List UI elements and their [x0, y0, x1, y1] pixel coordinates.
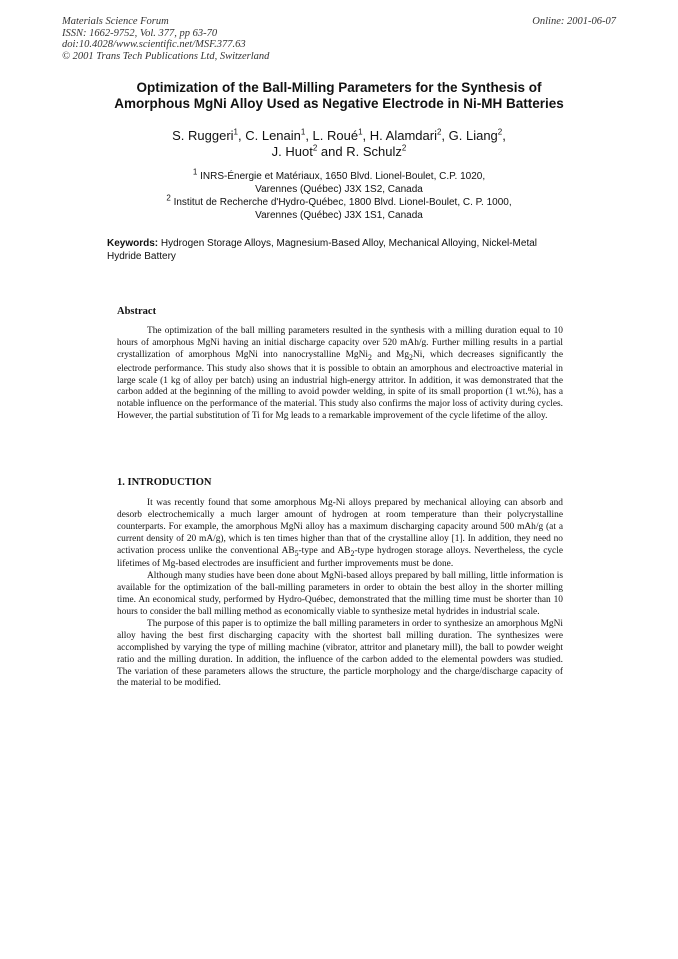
- affil-city: Varennes (Québec) J3X 1S2, Canada: [255, 184, 423, 195]
- author-name: , C. Lenain: [238, 128, 301, 143]
- introduction-heading: 1. INTRODUCTION: [117, 477, 212, 488]
- online-date: Online: 2001-06-07: [532, 16, 616, 27]
- affil-marker: 1: [233, 127, 238, 137]
- author-name: , G. Liang: [441, 128, 498, 143]
- intro-paragraph-2: Although many studies have been done about MgNi-based alloys prepared by ball milling, little information is available for the optimization of the ball-milling parameters in order to obtain the best alloy in the shorter milling time. An economical study, performed by Hydro-Québec, demonstrated that the milling time must be shorter than 10 hours to consider the ball milling method as economically viable to synthesize metal hydrides in industrial scale.: [117, 571, 563, 618]
- keywords: [107, 238, 557, 263]
- affil-address: Institut de Recherche d'Hydro-Québec, 1800 Blvd. Lionel-Boulet, C. P. 1000,: [173, 197, 512, 208]
- abstract-body: [117, 326, 563, 423]
- paper-title: [60, 80, 618, 112]
- affil-number: 2: [166, 193, 171, 203]
- author-line-1: [60, 128, 618, 144]
- affil-number: 1: [192, 167, 198, 177]
- affil-marker: 2: [497, 127, 503, 137]
- author-name: S. Ruggeri: [172, 128, 234, 143]
- author-name: , H. Alamdari: [362, 128, 437, 143]
- affil-city: Varennes (Québec) J3X 1S1, Canada: [255, 210, 423, 221]
- journal-name: Materials Science Forum: [62, 16, 169, 27]
- keywords-text: Hydrogen Storage Alloys, Magnesium-Based Alloy, Mechanical Alloying, Nickel-Metal Hydride Battery: [107, 238, 538, 262]
- intro-paragraph-3: The purpose of this paper is to optimize the ball milling parameters in order to synthesize an amorphous MgNi alloy having the best first discharging capacity with the shortest ball milling duration. The synthesizes were accomplished by varying the type of milling machine (vibrator, attritor and planetary mill), the ball to powder weight ratio and the milling duration. In addition, the influence of the carbon added to the elemental powders was studied. The variation of these parameters allows the structure, the particle morphology and the charge/discharge capacity of the material to be modified.: [117, 618, 563, 689]
- affiliation-2: [60, 193, 618, 222]
- author-name: , L. Roué: [305, 128, 359, 143]
- abstract-heading: Abstract: [117, 306, 157, 317]
- introduction-body: [117, 498, 563, 690]
- affil-marker: 2: [312, 143, 318, 153]
- author-line-2: [60, 144, 618, 160]
- author-name: and R. Schulz: [317, 144, 402, 159]
- keywords-label: Keywords:: [107, 238, 159, 249]
- affiliation-1: [60, 167, 618, 196]
- abstract-paragraph: The optimization of the ball milling parameters resulted in the synthesis with a milling duration equal to 10 hours of amorphous MgNi having an initial discharge capacity over 520 mAh/g. Further milling results in a partial crystallization of amorphous MgNi into nanocrystalline MgNi$_2$ and $Mg_2Ni$, which decreases significantly the electrode performance. This study also shows that it is possible to obtain an amorphous and electroactive material in large scale (1 kg of alloy per batch) using an industrial high-energy attritor. In addition, it was demonstrated that the carbon added at the beginning of the milling to avoid powder welding, in spite of its small proportion (1 wt.%), has a notable influence on the performance of the material. This study also confirms the major loss of activity during cycles. However, the partial substitution of Ti for Mg leads to a remarkable improvement of the cycle lifetime of the alloy.: [117, 326, 563, 422]
- author-list: [60, 128, 618, 160]
- affil-address: INRS-Énergie et Matériaux, 1650 Blvd. Lionel-Boulet, C.P. 1020,: [200, 171, 486, 182]
- affil-marker: 1: [358, 127, 363, 137]
- author-name: J. Huot: [271, 144, 313, 159]
- affil-marker: 1: [300, 127, 306, 137]
- issn-line: ISSN: 1662-9752, Vol. 377, pp 63-70: [62, 27, 218, 39]
- title-line-1: Optimization of the Ball-Milling Parameters for the Synthesis of: [136, 80, 542, 95]
- journal-header: [62, 16, 269, 62]
- title-line-2: Amorphous MgNi Alloy Used as Negative Electrode in Ni-MH Batteries: [114, 96, 564, 111]
- author-separator: ,: [502, 128, 506, 143]
- affil-marker: 2: [401, 143, 407, 153]
- copyright-line: © 2001 Trans Tech Publications Ltd, Switzerland: [62, 50, 270, 62]
- doi-line[interactable]: doi:10.4028/www.scientific.net/MSF.377.63: [62, 39, 246, 50]
- affil-marker: 2: [436, 127, 442, 137]
- intro-paragraph-1: It was recently found that some amorphous Mg-Ni alloys prepared by mechanical alloying can absorb and desorb electrochemically a much larger amount of hydrogen at room temperature than their polycrystalline counterparts. For example, the amorphous MgNi alloy has a maximum discharging capacity around 500 mAh/g (at a current density of 20 mA/g), which is ten times higher than that of the crystalline alloy [1]. In addition, they need no activation process unlike the conventional $AB_5$-type and $AB_2$-type hydrogen storage alloys. Nevertheless, the cycle lifetimes of Mg-based electrodes are insufficient and further improvements must be done.: [117, 498, 563, 570]
